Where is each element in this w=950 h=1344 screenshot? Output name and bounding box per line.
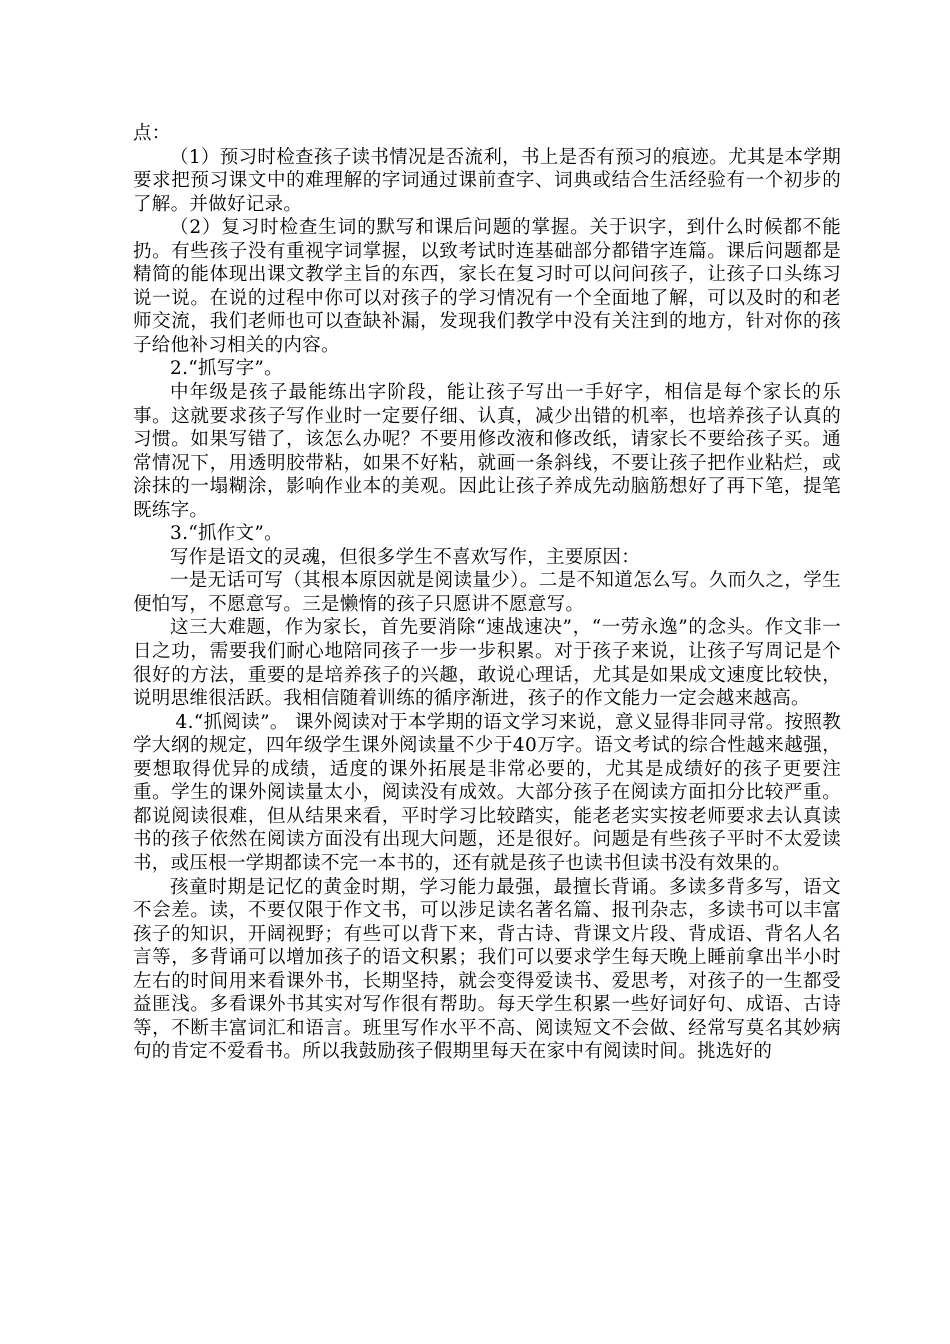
- paragraph-childhood-memory: 孩童时期是记忆的黄金时期，学习能力最强，最擅长背诵。多读多背多写，语文不会差。读，不要仅限于作文书，可以涉足读名著名篇、报刊杂志，多读书可以丰富孩子的知识，开阔视野；有些可以背下来，背古诗、背课文片段、背成语、背名人名言等，多背诵可以增加孩子的语文积累；我们可以要求学生每天晚上睡前拿出半小时左右的时间用来看课外书，长期坚持，就会变得爱读书、爱思考，对孩子的一生都受益匪浅。多看课外书其实对写作很有帮助。每天学生积累一些好词好句、成语、古诗等，不断丰富词汇和语言。班里写作水平不高、阅读短文不会做、经常写莫名其妙病句的肯定不爱看书。所以我鼓励孩子假期里每天在家中有阅读时间。挑选好的: [133, 876, 841, 1063]
- document-page: [133, 122, 841, 1064]
- paragraph-handwriting: 中年级是孩子最能练出字阶段，能让孩子写出一手好字，相信是每个家长的乐事。这就要求孩子写作业时一定要仔细、认真，减少出错的机率，也培养孩子认真的习惯。如果写错了，该怎么办呢？不要用修改液和修改纸，请家长不要给孩子买。通常情况下，用透明胶带粘，如果不好粘，就画一条斜线，不要让孩子把作业粘烂，或涂抹的一塌糊涂，影响作业本的美观。因此让孩子养成先动脑筋想好了再下笔，提笔既练字。: [133, 382, 841, 521]
- heading-handwriting: 2.“抓写字”。: [170, 358, 283, 380]
- paragraph-composition-intro: 写作是语文的灵魂，但很多学生不喜欢写作，主要原因：: [170, 546, 641, 568]
- heading-composition: 3.“抓作文”。: [170, 523, 283, 545]
- paragraph-reading: 4.“抓阅读”。 课外阅读对于本学期的语文学习来说，意义显得非同寻常。按照教学大纲的规定，四年级学生课外阅读量不少于40万字。语文考试的综合性越来越强，要想取得优异的成绩，适度的课外拓展是非常必要的，尤其是成绩好的孩子更要注重。学生的课外阅读量太小，阅读没有成效。大部分孩子在阅读方面扣分比较严重。都说阅读很难，但从结果来看，平时学习比较踏实，能老老实实按老师要求去认真读书的孩子依然在阅读方面没有出现大问题，还是很好。问题是有些孩子平时不太爱读书，或压根一学期都读不完一本书的，还有就是孩子也读书但读书没有效果的。: [133, 711, 841, 874]
- paragraph-composition-advice: 这三大难题，作为家长，首先要消除“速战速决”，“一劳永逸”的念头。作文非一日之功，需要我们耐心地陪同孩子一步一步积累。对于孩子来说，让孩子写周记是个很好的方法，重要的是培养孩子的兴趣，敢说心理话，尤其是如果成文速度比较快，说明思维很活跃。我相信随着训练的循序渐进，孩子的作文能力一定会越来越高。: [133, 617, 841, 710]
- paragraph-review-check: （2）复习时检查生词的默写和课后问题的掌握。关于识字，到什么时候都不能扔。有些孩子没有重视字词掌握，以致考试时连基础部分都错字连篇。课后问题都是精简的能体现出课文教学主旨的东西，家长在复习时可以问问孩子，让孩子口头练习说一说。在说的过程中你可以对孩子的学习情况有一个全面地了解，可以及时的和老师交流，我们老师也可以查缺补漏，发现我们教学中没有关注到的地方，针对你的孩子给他补习相关的内容。: [133, 217, 841, 356]
- paragraph-continuation: 点：: [133, 123, 171, 144]
- paragraph-composition-reasons: 一是无话可写（其根本原因就是阅读量少）。二是不知道怎么写。久而久之，学生便怕写，不愿意写。三是懒惰的孩子只愿讲不愿意写。: [133, 570, 841, 615]
- paragraph-preview-check: （1）预习时检查孩子读书情况是否流利，书上是否有预习的痕迹。尤其是本学期要求把预习课文中的难理解的字词通过课前查字、词典或结合生活经验有一个初步的了解。并做好记录。: [133, 146, 841, 215]
